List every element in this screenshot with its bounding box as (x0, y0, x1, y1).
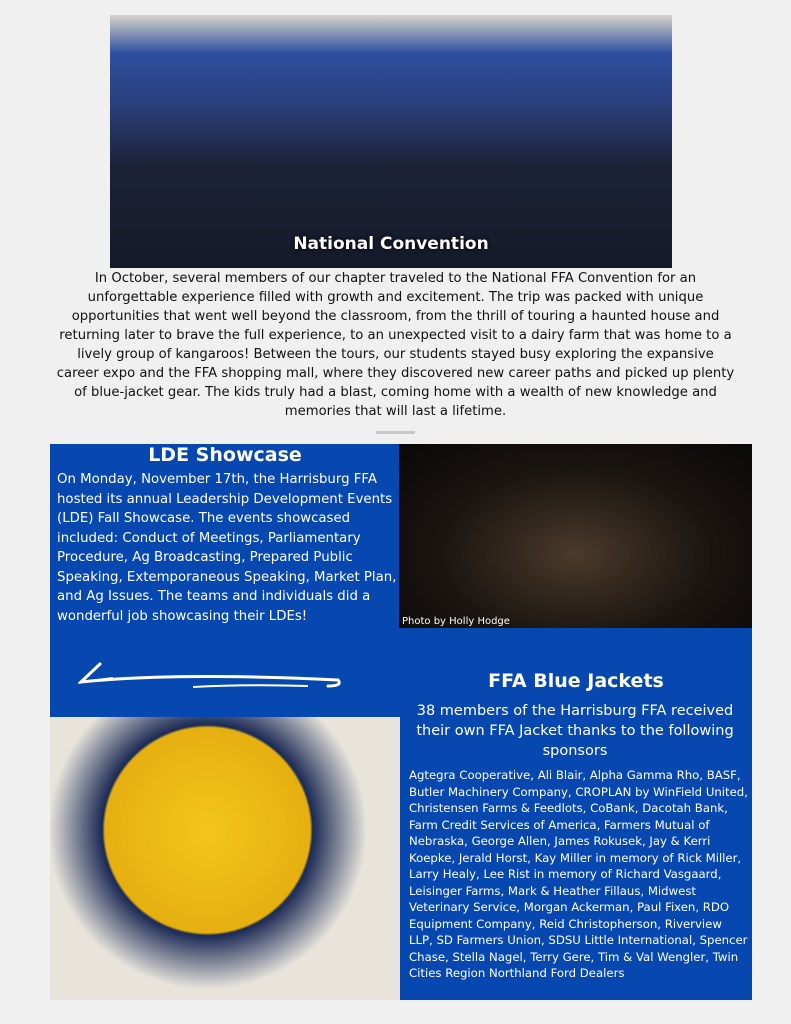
blue-jackets-title: FFA Blue Jackets (488, 670, 664, 692)
photo-caption: National Convention (293, 234, 489, 254)
lde-title: LDE Showcase (148, 444, 302, 466)
blue-jacket-photo (50, 717, 400, 1000)
divider (376, 431, 415, 434)
swoosh-decoration (78, 660, 348, 690)
lde-text: On Monday, November 17th, the Harrisburg FFA hosted its annual Leadership Development Events (LDE) Fall Showcase. The events showcased included: Conduct of Meetings, Parliamentary Procedure, Ag Broadcasting, Prepared Public Speaking, Extemporaneous Speaking, Market Plan, and Ag Issues. The teams and individuals did a wonderful job showcasing their LDEs! (57, 472, 397, 624)
sponsor-list: Agtegra Cooperative, Ali Blair, Alpha Gamma Rho, BASF, Butler Machinery Company, CROPLAN by WinField United, Christensen Farms & Feedlots, CoBank, Dacotah Bank, Farm Credit Services of America, Farmers Mutual of Nebraska, George Allen, James Rokusek, Jay & Kerri Koepke, Jerald Horst, Kay Miller in memory of Rick Miller, Larry Healy, Lee Rist in memory of Richard Vasgaard, Leisinger Farms, Mark & Heather Fillaus, Midwest Veterinary Service, Morgan Ackerman, Paul Fixen, RDO Equipment Company, Reid Christopherson, Riverview LLP, SD Farmers Union, SDSU Little International, Spencer Chase, Stella Nagel, Terry Gere, Tim & Val Wengler, Twin Cities Region Northland Ford Dealers (409, 768, 748, 980)
photo-credit: Photo by Holly Hodge (402, 616, 510, 627)
national-convention-text: In October, several members of our chapter traveled to the National FFA Convention for an unforgettable experience filled with growth and excitement. The trip was packed with unique opportunities that went well beyond the classroom, from the thrill of touring a haunted house and returning later to brave the full experience, to an unexpected visit to a dairy farm that was home to a lively group of kangaroos! Between the tours, our students stayed busy exploring the expansive career expo and the FFA shopping mall, where they discovered new career paths and picked up plenty of blue-jacket gear. The kids truly had a blast, coming home with a wealth of new knowledge and memories that will last a lifetime. (56, 271, 735, 419)
national-convention-photo (110, 15, 672, 268)
blue-jackets-subtitle: 38 members of the Harrisburg FFA received their own FFA Jacket thanks to the following sponsors (416, 703, 734, 759)
lde-photo (399, 444, 752, 628)
